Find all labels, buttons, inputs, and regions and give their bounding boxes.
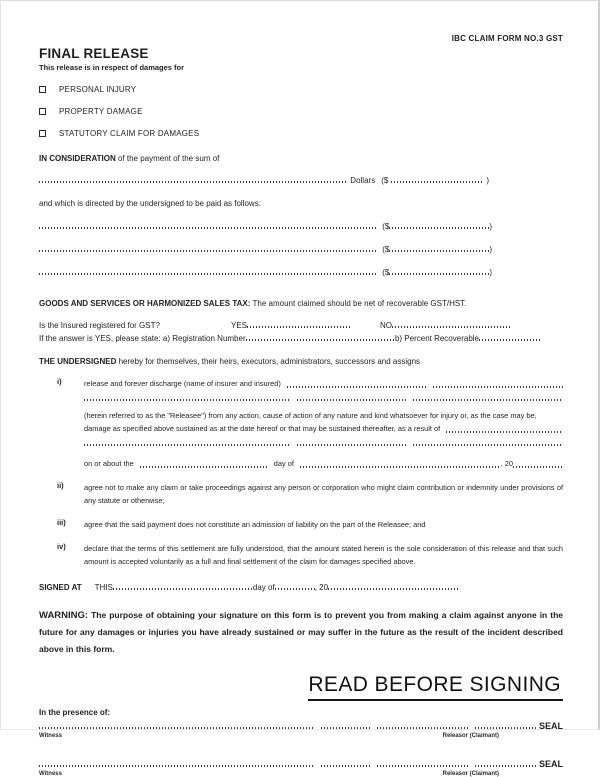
percent-recoverable-label: b) Percent Recoverable [394, 334, 479, 343]
incident-day-field[interactable] [140, 466, 268, 468]
yes-field[interactable] [247, 326, 352, 328]
on-or-about-label: on or about the [84, 459, 134, 468]
incident-year-field[interactable] [513, 466, 563, 468]
insurer-insured-field[interactable] [413, 399, 563, 401]
releasor-signature-field[interactable] [377, 765, 469, 767]
option-label: STATUTORY CLAIM FOR DAMAGES [59, 129, 200, 138]
undersigned-lead-rest: hereby for themselves, their heirs, executors, administrators, successors and assigns [116, 357, 421, 366]
signature-field[interactable] [321, 727, 371, 729]
directed-line: and which is directed by the undersigned to be paid as follows: [39, 199, 261, 208]
cause-continuation-line [84, 444, 563, 448]
gst-heading-rest: The amount claimed should be net of recoverable GST/HST. [250, 299, 467, 308]
property-damage-checkbox-icon[interactable] [39, 108, 46, 115]
insurer-insured-field[interactable] [297, 399, 407, 401]
no-field[interactable] [392, 326, 512, 328]
warning-text: The purpose of obtaining your signature on this form is to prevent you from making a claim against anyone in the future for any damages or injuries you have already sustained or may suffer in the future as the result of the incident described above in this form. [39, 610, 563, 654]
clause-iii-number: iii) [57, 518, 66, 527]
warning-paragraph [39, 607, 563, 658]
cause-field[interactable] [297, 444, 407, 446]
page-subtitle: This release is in respect of damages for [39, 63, 185, 72]
witness-label: Witness [39, 733, 62, 739]
sum-figures-field[interactable] [391, 181, 483, 183]
gst-heading [39, 299, 563, 308]
payment-amount-field[interactable] [389, 227, 489, 229]
signed-day-field[interactable] [275, 588, 315, 590]
releasor-signature-field[interactable] [475, 727, 537, 729]
paren-close: ) [489, 268, 492, 277]
yes-label: YES [231, 321, 248, 330]
signed-at-label: SIGNED AT [39, 583, 82, 592]
releasor-signature-field[interactable] [475, 765, 537, 767]
witness-signature-field[interactable] [39, 727, 315, 729]
option-statutory-claim [39, 129, 563, 138]
payment-amount-field[interactable] [389, 273, 489, 275]
cause-field[interactable] [84, 444, 291, 446]
release-discharge-text: release and forever discharge (name of insurer and insured) [84, 379, 281, 388]
witness-label: Witness [39, 771, 62, 777]
cause-field[interactable] [446, 431, 563, 433]
dollars-label: Dollars [350, 176, 376, 185]
year-prefix-label: , 20 [500, 459, 513, 468]
insurer-insured-continuation-line [84, 399, 563, 403]
payment-line-2 [39, 245, 492, 254]
this-label: THIS [94, 583, 113, 592]
paren-close: ) [489, 222, 492, 231]
signed-at-line [39, 583, 458, 592]
seal-label: SEAL [538, 721, 563, 731]
clause-i-number: i) [57, 377, 62, 386]
consideration-lead-rest: of the payment of the sum of [115, 154, 220, 163]
payee-field[interactable] [39, 227, 376, 229]
releasor-signature-field[interactable] [377, 727, 469, 729]
signature-labels-1 [39, 733, 563, 739]
release-discharge-line [84, 377, 563, 390]
result-of-text: damage as specified above sustained as at the date hereof or that may be sustained thereafter, as a result of [84, 424, 441, 433]
signed-place-field[interactable] [113, 588, 253, 590]
clause-i [39, 377, 563, 470]
gst-heading-bold: GOODS AND SERVICES OR HARMONIZED SALES TAX: [39, 299, 251, 308]
percent-recoverable-field[interactable] [479, 339, 541, 341]
insurer-insured-field[interactable] [433, 386, 563, 388]
statutory-claim-checkbox-icon[interactable] [39, 130, 46, 137]
witness-signature-field[interactable] [39, 765, 315, 767]
option-property-damage [39, 107, 563, 116]
page-title: FINAL RELEASE [39, 46, 149, 61]
seal-label: SEAL [538, 759, 563, 769]
paren-open: ($ [382, 222, 390, 231]
clause-iv [39, 542, 563, 568]
option-personal-injury [39, 85, 563, 94]
no-label: NO [380, 321, 393, 330]
signature-labels-2 [39, 771, 563, 777]
gst-question: Is the Insured registered for GST? [39, 321, 160, 330]
undersigned-lead-bold: THE UNDERSIGNED [39, 357, 117, 366]
cause-field[interactable] [413, 444, 563, 446]
registration-number-field[interactable] [246, 339, 395, 341]
payment-line-3 [39, 268, 492, 277]
clause-iv-text: declare that the terms of this settlement are fully understood, that the amount stated herein is the sole consideration of this release and that such amount is accepted voluntarily as a full and final settlement of the claim for damages specified above. [84, 544, 563, 566]
sum-amount-line [39, 176, 492, 185]
registration-line [39, 334, 541, 343]
year-prefix-label: , 20 [314, 583, 329, 592]
gst-question-line [39, 321, 563, 330]
clause-ii [39, 481, 563, 507]
signature-line-2 [39, 759, 563, 769]
warning-label: WARNING: [39, 610, 89, 621]
signature-field[interactable] [321, 765, 371, 767]
day-of-label: day of [273, 459, 294, 468]
undersigned-lead [39, 357, 563, 366]
sum-words-field[interactable] [39, 181, 347, 183]
if-yes-label: If the answer is YES, please state: a) Registration Number [39, 334, 246, 343]
payment-line-1 [39, 222, 492, 231]
presence-label: In the presence of: [39, 708, 111, 717]
clause-iii [39, 518, 563, 531]
consideration-lead [39, 154, 563, 163]
signature-line-1 [39, 721, 563, 731]
option-label: PROPERTY DAMAGE [59, 107, 143, 116]
paren-open: ($ [382, 245, 390, 254]
clause-ii-text: agree not to make any claim or take proceedings against any person or corporation who might claim contribution or indemnity under provisions of any statute or otherwise; [84, 483, 563, 505]
form-number: IBC CLAIM FORM NO.3 GST [451, 34, 563, 43]
payee-field[interactable] [39, 250, 376, 252]
releasor-label: Releasor (Claimant) [442, 733, 499, 739]
paren-close: ) [489, 245, 492, 254]
paren-close: ) [486, 176, 489, 185]
result-of-line [84, 422, 563, 435]
clause-ii-number: ii) [57, 481, 64, 490]
payee-field[interactable] [39, 273, 376, 275]
personal-injury-checkbox-icon[interactable] [39, 86, 46, 93]
incident-month-field[interactable] [300, 466, 501, 468]
consideration-lead-bold: IN CONSIDERATION [39, 154, 116, 163]
insurer-insured-field[interactable] [287, 386, 427, 388]
option-label: PERSONAL INJURY [59, 85, 137, 94]
day-of-label: day of [252, 583, 275, 592]
clause-iii-text: agree that the said payment does not constitute an admission of liability on the part of the Releasee; and [84, 520, 426, 529]
releasee-paragraph: (herein referred to as the "Releasee") from any action, cause of action of any nature and kind whatsoever for injury or, as the case may be, [84, 411, 537, 420]
releasor-label: Releasor (Claimant) [442, 771, 499, 777]
incident-date-line [84, 457, 563, 470]
payment-amount-field[interactable] [389, 250, 489, 252]
clause-iv-number: iv) [57, 542, 66, 551]
insurer-insured-field[interactable] [84, 399, 291, 401]
paren-open: ($ [382, 268, 390, 277]
signed-year-field[interactable] [328, 588, 458, 590]
paren-open: ($ [381, 176, 389, 185]
read-before-signing-heading: READ BEFORE SIGNING [308, 673, 563, 701]
